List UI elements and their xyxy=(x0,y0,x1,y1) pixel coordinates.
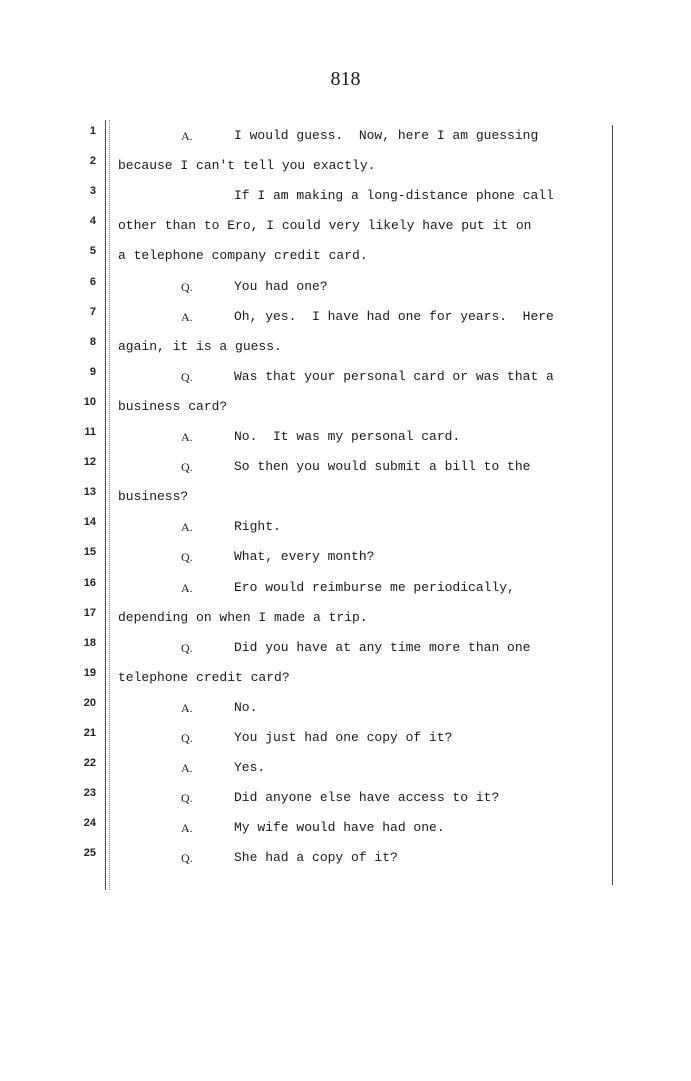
speaker-label: A. xyxy=(181,700,193,715)
line-text: My wife would have had one. xyxy=(234,820,445,836)
line-text: Right. xyxy=(234,519,281,535)
transcript-line xyxy=(0,423,691,453)
line-number: 16 xyxy=(83,576,96,589)
speaker-label: Q. xyxy=(181,731,193,745)
speaker-label: A. xyxy=(181,821,193,836)
line-text: Ero would reimburse me periodically, xyxy=(234,579,515,595)
speaker-label: Q. xyxy=(181,369,193,384)
line-number: 7 xyxy=(89,305,96,318)
speaker-label: Q. xyxy=(181,460,193,475)
line-number: 1 xyxy=(89,125,96,137)
speaker-label: A. xyxy=(181,520,193,535)
transcript-line xyxy=(0,303,691,333)
line-text: again, it is a guess. xyxy=(118,338,282,354)
transcript-line xyxy=(0,604,691,634)
transcript-line xyxy=(0,724,691,754)
page-number: 818 xyxy=(330,68,361,90)
transcript-line xyxy=(0,363,691,393)
line-number: 15 xyxy=(83,546,96,559)
line-number: 20 xyxy=(83,696,96,709)
line-number: 3 xyxy=(89,185,96,198)
speaker-label: Q. xyxy=(181,550,193,565)
line-text: You had one? xyxy=(234,278,328,294)
transcript-line xyxy=(0,754,691,784)
transcript-line xyxy=(0,242,691,272)
line-number: 17 xyxy=(83,606,96,619)
line-text: Was that your personal card or was that a xyxy=(234,368,554,384)
speaker-label: A. xyxy=(181,129,193,143)
line-text: What, every month? xyxy=(234,549,375,565)
line-text: No. xyxy=(234,699,258,715)
line-text: a telephone company credit card. xyxy=(118,248,368,264)
line-number: 11 xyxy=(84,426,96,438)
transcript-line xyxy=(0,574,691,604)
transcript-line xyxy=(0,513,691,543)
transcript-line xyxy=(0,694,691,724)
transcript-line xyxy=(0,784,691,814)
transcript-line xyxy=(0,333,691,363)
line-number: 12 xyxy=(83,456,96,469)
line-number: 5 xyxy=(89,245,96,258)
line-text: Did anyone else have access to it? xyxy=(234,790,500,806)
transcript-line xyxy=(0,453,691,483)
line-number: 19 xyxy=(83,666,96,679)
speaker-label: A. xyxy=(181,761,193,776)
line-number: 18 xyxy=(83,636,96,649)
speaker-label: A. xyxy=(181,580,193,595)
line-number: 24 xyxy=(83,817,96,830)
transcript-line xyxy=(0,543,691,573)
speaker-label: A. xyxy=(181,309,193,324)
line-text: Yes. xyxy=(234,760,266,776)
line-number: 2 xyxy=(89,155,96,168)
transcript-line xyxy=(0,182,691,212)
speaker-label: Q. xyxy=(181,791,193,806)
line-text: business? xyxy=(118,489,189,505)
transcript-line xyxy=(0,814,691,844)
line-number: 4 xyxy=(89,215,96,228)
line-text: business card? xyxy=(118,398,228,414)
speaker-label: Q. xyxy=(181,851,193,866)
speaker-label: A. xyxy=(181,430,193,444)
line-text: No. It was my personal card. xyxy=(234,429,461,444)
transcript-line xyxy=(0,152,691,182)
line-number: 10 xyxy=(83,395,96,408)
line-text: depending on when I made a trip. xyxy=(118,609,368,625)
line-text: I would guess. Now, here I am guessing xyxy=(234,128,539,143)
transcript-line xyxy=(0,212,691,242)
line-number: 23 xyxy=(83,787,96,800)
line-text: She had a copy of it? xyxy=(234,850,398,866)
line-text: telephone credit card? xyxy=(118,669,290,685)
line-text: If I am making a long-distance phone call xyxy=(234,188,554,204)
transcript-line xyxy=(0,393,691,423)
line-number: 14 xyxy=(83,516,96,529)
transcript-line xyxy=(0,273,691,303)
line-text: Did you have at any time more than one xyxy=(234,639,531,655)
transcript-line xyxy=(0,844,691,874)
line-number: 21 xyxy=(83,727,96,739)
line-number: 22 xyxy=(83,757,96,770)
line-number: 25 xyxy=(83,847,96,860)
line-text: So then you would submit a bill to the xyxy=(234,459,531,475)
line-text: Oh, yes. I have had one for years. Here xyxy=(234,308,554,324)
speaker-label: Q. xyxy=(181,279,193,294)
line-number: 6 xyxy=(89,275,96,288)
line-text: because I can't tell you exactly. xyxy=(118,158,376,174)
transcript-line xyxy=(0,483,691,513)
transcript-line xyxy=(0,664,691,694)
line-number: 13 xyxy=(83,486,96,499)
line-number: 8 xyxy=(89,335,96,348)
transcript-line xyxy=(0,634,691,664)
line-text: other than to Ero, I could very likely have put it on xyxy=(118,218,532,234)
speaker-label: Q. xyxy=(181,640,193,655)
line-text: You just had one copy of it? xyxy=(234,730,453,745)
transcript-line xyxy=(0,122,691,152)
line-number: 9 xyxy=(89,365,96,378)
